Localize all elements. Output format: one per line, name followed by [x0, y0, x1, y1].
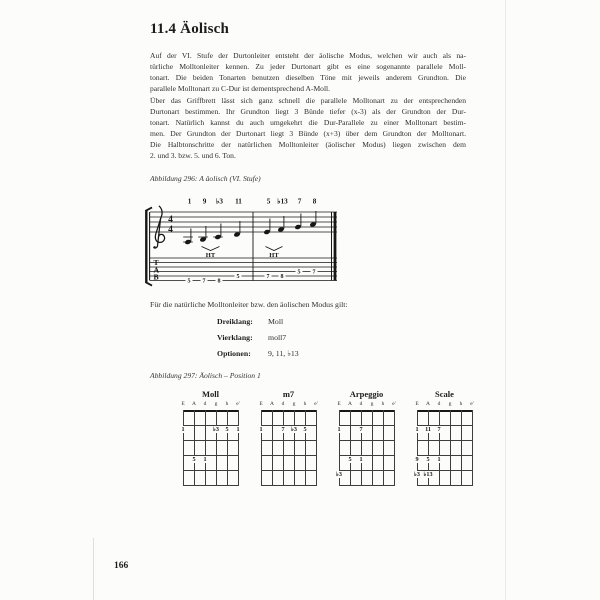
scale-degree-marker: 5 — [225, 426, 229, 433]
string-line — [205, 410, 206, 485]
svg-text:7: 7 — [266, 274, 270, 281]
string-line — [394, 410, 395, 485]
fret-line — [339, 440, 395, 441]
string-line — [472, 410, 473, 485]
string-line — [383, 410, 384, 485]
tab-label — [154, 258, 160, 281]
property-row — [217, 333, 299, 349]
degree-label: 8 — [312, 197, 317, 206]
degree-label: 1 — [187, 197, 192, 206]
fret-line — [183, 485, 239, 486]
scale-degree-marker: 1 — [181, 426, 185, 433]
fretboard-nut — [417, 410, 473, 412]
scale-degree-marker: 1 — [203, 456, 207, 463]
tab-fret-number — [186, 277, 193, 285]
fret-line — [261, 440, 317, 441]
string-label: E — [415, 401, 419, 407]
text-line: 2. und 3. bzw. 5. und 6. Ton. — [150, 151, 236, 160]
fretboard-nut — [183, 410, 239, 412]
scale-degree-marker: 9 — [415, 456, 419, 463]
string-label: A — [426, 401, 430, 407]
scale-degree-marker: 5 — [303, 426, 307, 433]
scale-degree-marker: 1 — [437, 456, 441, 463]
svg-text:5: 5 — [297, 269, 301, 276]
quarter-note — [198, 226, 208, 243]
string-label: g — [370, 401, 374, 407]
body-text — [150, 50, 466, 161]
svg-text:7: 7 — [312, 269, 316, 276]
scale-degree-marker: 1 — [337, 426, 341, 433]
page-edge-left — [93, 538, 94, 600]
property-value: 9, 11, ♭13 — [268, 349, 299, 358]
fret-line — [261, 470, 317, 471]
text-line: Über das Griffbrett lässt sich ganz schnell die parallele Molltonart zu der entsprechenden — [150, 96, 466, 105]
svg-text:HT: HT — [269, 252, 279, 259]
string-label: A — [348, 401, 352, 407]
degree-label: 9 — [202, 197, 207, 206]
string-label: h — [225, 401, 229, 407]
string-line — [439, 410, 440, 485]
chord-properties-table — [217, 317, 299, 365]
string-label: d — [281, 401, 285, 407]
fretboard-nut — [261, 410, 317, 412]
svg-text:4: 4 — [168, 214, 173, 225]
ht-marker — [202, 247, 220, 260]
property-label: Optionen: — [217, 349, 251, 358]
quarter-note — [183, 229, 193, 246]
degree-label: ♭13 — [277, 197, 288, 206]
string-label: E — [181, 401, 185, 407]
string-line — [361, 410, 362, 485]
string-label: A — [192, 401, 196, 407]
time-signature — [168, 215, 173, 235]
scale-degree-marker: 7 — [281, 426, 285, 433]
tab-fret-number — [279, 273, 286, 281]
svg-text:8: 8 — [280, 274, 284, 281]
fret-line — [417, 440, 473, 441]
svg-text:8: 8 — [217, 278, 221, 285]
quarter-note — [277, 216, 284, 233]
fretboard-nut — [339, 410, 395, 412]
text-line: parallele Molltonart zu C-Dur ist dementsprechend A-Moll. — [150, 84, 331, 93]
scale-degree-marker: 7 — [437, 426, 441, 433]
degree-label: 11 — [235, 197, 242, 206]
intro-line: Für die natürliche Molltonleiter bzw. den äolischen Modus gilt: — [150, 300, 348, 309]
fret-line — [183, 440, 239, 441]
string-label: h — [381, 401, 385, 407]
degree-label: 7 — [297, 197, 302, 206]
property-row — [217, 349, 299, 365]
string-label: d — [437, 401, 441, 407]
string-label: h — [303, 401, 307, 407]
svg-text:HT: HT — [205, 252, 216, 259]
string-label: g — [448, 401, 452, 407]
scale-degree-marker: ♭3 — [290, 426, 297, 433]
chord-diagram-title: Scale — [435, 389, 454, 399]
scale-degree-marker: 5 — [192, 456, 196, 463]
section-title: 11.4 Äolisch — [150, 21, 230, 37]
string-label: e' — [236, 401, 240, 407]
fret-line — [417, 485, 473, 486]
string-line — [283, 410, 284, 485]
staff-lines — [150, 212, 337, 232]
scale-degree-marker: ♭13 — [423, 471, 433, 478]
system-bracket — [145, 207, 152, 285]
scale-degree-marker: 1 — [359, 456, 363, 463]
scale-degree-marker: 1 — [259, 426, 263, 433]
scale-degree-marker: 1 — [415, 426, 419, 433]
chord-diagram-title: Arpeggio — [349, 389, 384, 399]
svg-text:7: 7 — [202, 278, 206, 285]
string-label: e' — [314, 401, 318, 407]
string-line — [350, 410, 351, 485]
tab-staff-lines — [150, 258, 337, 281]
string-line — [450, 410, 451, 485]
text-line: tonart. Natürlich kannst du auch umgekehrt die Dur-Parallele zu einer Molltonart bestim- — [150, 118, 466, 127]
string-line — [305, 410, 306, 485]
chord-diagram-title: m7 — [282, 389, 295, 399]
scale-degree-marker: 1 — [236, 426, 240, 433]
string-line — [183, 410, 184, 485]
property-row — [217, 317, 299, 333]
svg-text:5: 5 — [236, 274, 240, 281]
quarter-note — [233, 221, 240, 238]
property-value: moll7 — [268, 333, 287, 342]
tab-fret-number — [201, 277, 208, 285]
svg-text:4: 4 — [168, 224, 173, 235]
scale-degree-marker: ♭3 — [335, 471, 342, 478]
string-line — [227, 410, 228, 485]
ht-marker — [266, 247, 283, 260]
tab-fret-number — [296, 268, 303, 276]
property-label: Dreiklang: — [217, 317, 253, 326]
figure-297-caption: Abbildung 297: Äolisch – Position 1 — [150, 371, 261, 380]
quarter-note — [309, 211, 316, 228]
scale-degree-marker: 5 — [426, 456, 430, 463]
string-label: d — [203, 401, 207, 407]
text-line: türliche Molltonleiter kennen. Zu jeder Durtonart gibt es eine sogenannte parallele Moll- — [150, 62, 466, 71]
text-line: tonart. Die beiden Tonarten benutzen dieselben Töne mit jeweils anderem Grundton. Die — [150, 73, 466, 82]
string-line — [216, 410, 217, 485]
string-label: A — [270, 401, 274, 407]
string-label: g — [214, 401, 218, 407]
text-line: Auf der VI. Stufe der Durtonleiter entsteht der äolische Modus, welchen wir auch als na- — [150, 51, 466, 60]
tab-fret-number — [235, 273, 242, 281]
string-line — [316, 410, 317, 485]
scale-degree-marker: 5 — [348, 456, 352, 463]
fret-line — [339, 485, 395, 486]
degree-label: 5 — [266, 197, 271, 206]
string-line — [272, 410, 273, 485]
string-label: E — [337, 401, 341, 407]
string-label: h — [459, 401, 463, 407]
property-value: Moll — [268, 317, 284, 326]
fret-line — [261, 455, 317, 456]
tab-fret-number — [265, 273, 272, 281]
fret-line — [183, 470, 239, 471]
string-line — [194, 410, 195, 485]
music-notation-svg — [140, 194, 346, 292]
tab-fret-number — [216, 277, 223, 285]
text-line: Die Halbtonschritte der natürlichen Molltonleiter (äolischer Modus) liegen zwischen dem — [150, 140, 466, 149]
figure-296-caption: Abbildung 296: A äolisch (VI. Stufe) — [150, 174, 261, 183]
fret-line — [339, 470, 395, 471]
scale-degree-marker: ♭3 — [413, 471, 420, 478]
page-number: 166 — [114, 561, 129, 571]
degree-label: ♭3 — [216, 197, 223, 206]
page-edge-right — [505, 0, 506, 600]
string-line — [461, 410, 462, 485]
string-label: E — [259, 401, 263, 407]
property-label: Vierklang: — [217, 333, 253, 342]
scale-degree-marker: 7 — [359, 426, 363, 433]
string-line — [238, 410, 239, 485]
text-line: Durtonart bestimmen. Ihr Grundton liegt 3 Bünde tiefer (x-3) als der Grundton der Dur- — [150, 107, 466, 116]
svg-text:A: A — [153, 265, 160, 275]
string-label: d — [359, 401, 363, 407]
text-line: men. Der Grundton der Durtonart liegt 3 Bünde (x+3) über dem Grundton der Molltonart. — [150, 129, 466, 138]
chord-diagram-title: Moll — [202, 389, 219, 399]
scale-degree-marker: 11 — [425, 426, 431, 433]
svg-text:5: 5 — [187, 278, 191, 285]
string-label: e' — [470, 401, 474, 407]
svg-text:B: B — [153, 272, 159, 282]
string-label: g — [292, 401, 296, 407]
fret-line — [261, 485, 317, 486]
string-line — [372, 410, 373, 485]
scale-degree-marker: ♭3 — [212, 426, 219, 433]
string-line — [294, 410, 295, 485]
string-line — [261, 410, 262, 485]
string-label: e' — [392, 401, 396, 407]
tab-fret-number — [311, 268, 318, 276]
svg-text:T: T — [153, 258, 159, 268]
